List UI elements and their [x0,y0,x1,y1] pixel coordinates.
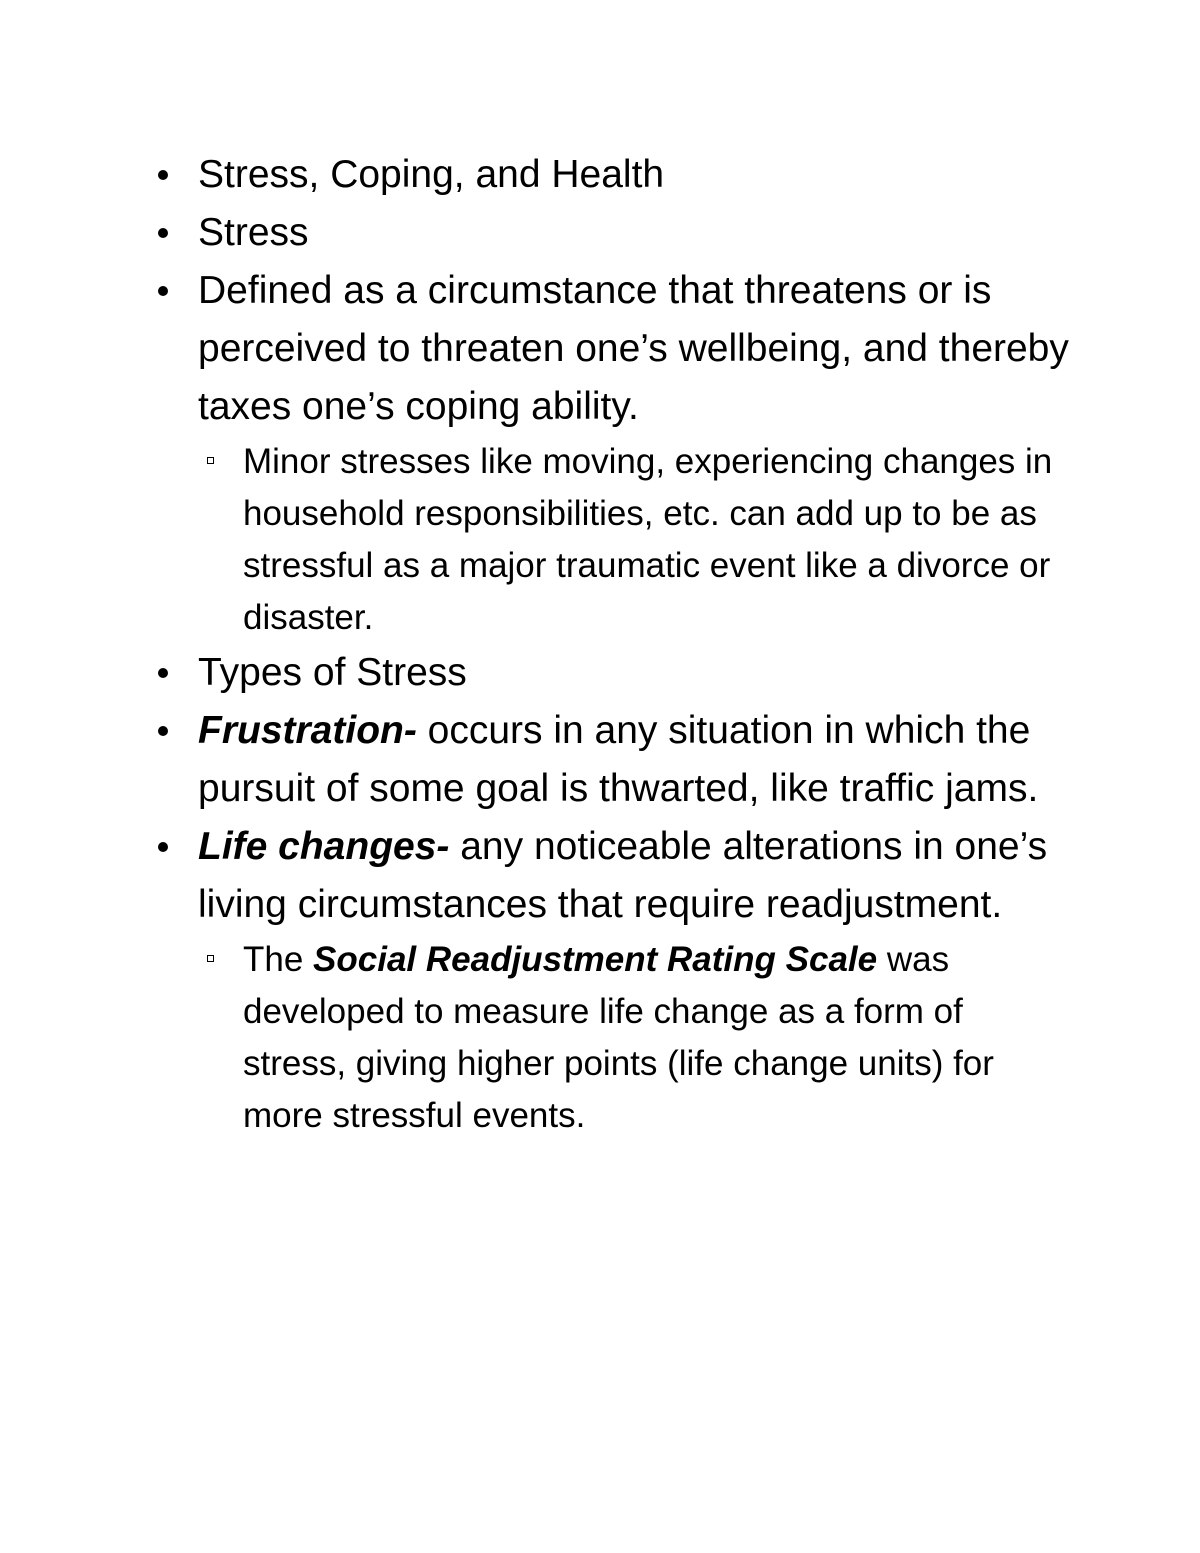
square-bullet-icon [207,457,214,464]
bullet-text: occurs in any situation in which the pursuit of some goal is thwarted, like traffic jams. [198,709,1039,810]
bullet-item-stress [158,204,1088,262]
bullet-dot-icon [158,170,168,180]
sub-bullet-text: Minor stresses like moving, experiencing changes in household responsibilities, etc. can add up to be as stressful as a major traumatic event like a divorce or disaster. [243,442,1053,637]
bullet-text: Stress [198,211,309,254]
term-social-readjustment-rating-scale: Social Readjustment Rating Scale [313,940,878,979]
bullet-item-frustration [158,702,1088,818]
square-bullet-icon [207,955,214,962]
term-life-changes: Life changes- [198,825,450,868]
bullet-dot-icon [158,726,168,736]
bullet-text: Defined as a circumstance that threatens or is perceived to threaten one’s wellbeing, and thereby taxes one’s coping ability. [198,269,1069,428]
bullet-dot-icon [158,668,168,678]
bullet-dot-icon [158,228,168,238]
sub-bullet-suffix: was developed to measure life change as a form of stress, giving higher points (life change units) for more stressful events. [243,940,994,1135]
bullet-item-types-of-stress [158,644,1088,702]
bullet-dot-icon [158,286,168,296]
sub-bullet-prefix: The [243,940,314,979]
bullet-item-definition [158,262,1088,436]
bullet-item-heading [158,146,1088,204]
bullet-text: Types of Stress [198,651,467,694]
term-frustration: Frustration- [198,709,417,752]
bullet-dot-icon [158,842,168,852]
bullet-text: Stress, Coping, and Health [198,153,665,196]
bullet-item-life-changes [158,818,1088,934]
sub-bullet-item-minor-stresses [198,436,1073,644]
notes-list [158,146,1088,1142]
bullet-text: any noticeable alterations in one’s living circumstances that require readjustment. [198,825,1048,926]
sub-bullet-item-srrs [198,934,1073,1142]
